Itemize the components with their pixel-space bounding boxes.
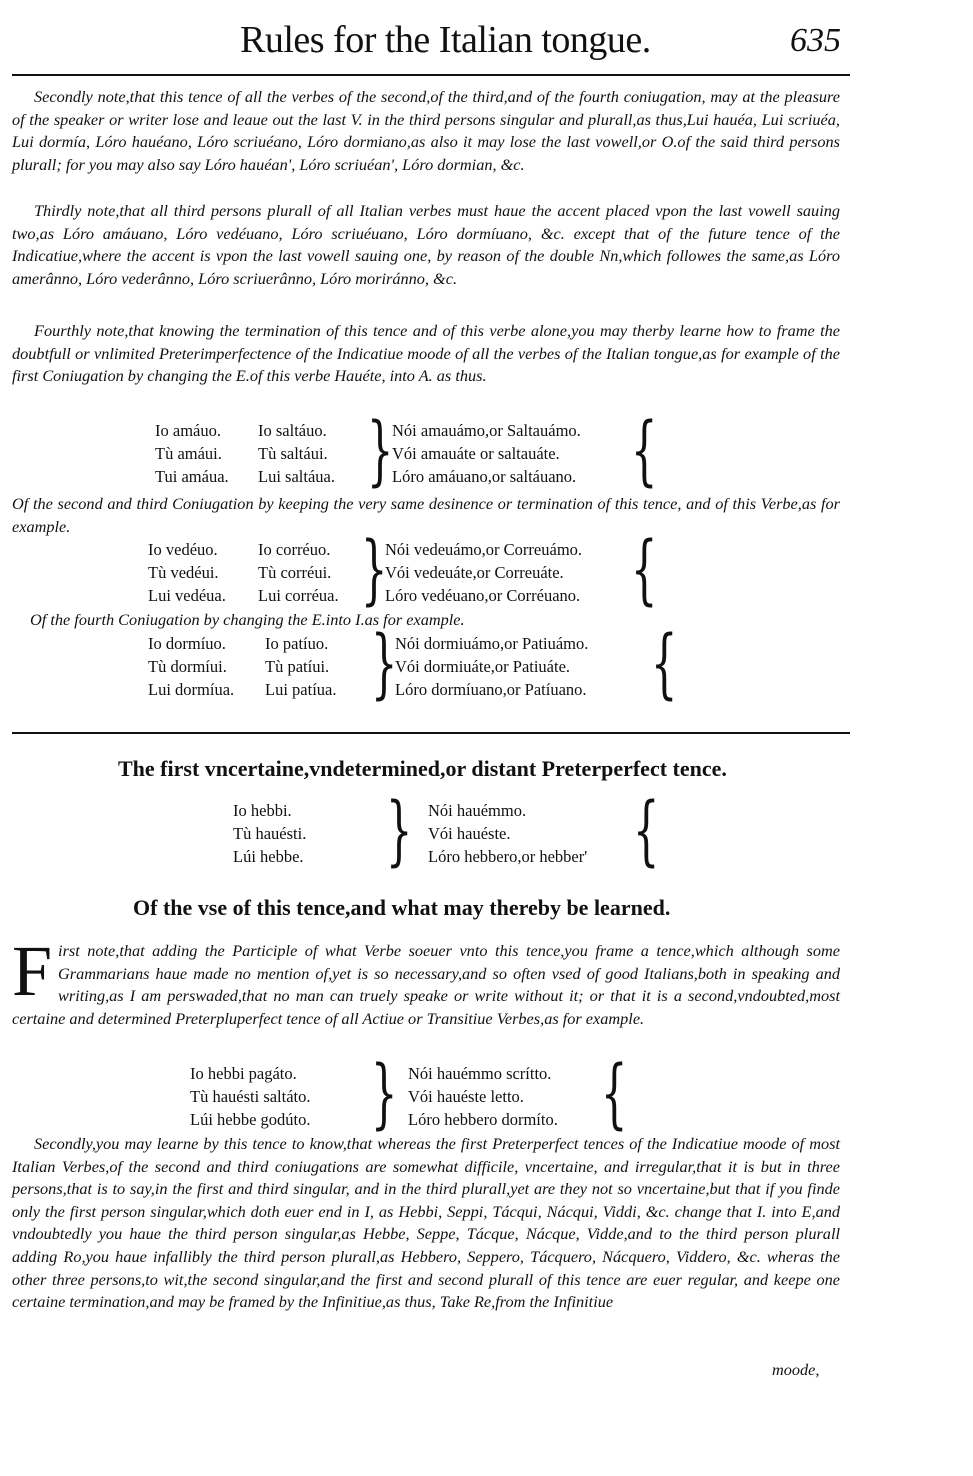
conj-cell: Tù corréui. (258, 563, 332, 582)
left-brace-glyph: } (370, 1048, 398, 1137)
right-brace-glyph: { (600, 1048, 628, 1137)
catchword: moode, (772, 1360, 820, 1379)
conj-cell: Vói hauéste. (428, 824, 511, 843)
page-number: 635 (790, 22, 841, 59)
conj-cell: Vói hauéste letto. (408, 1087, 524, 1106)
conj-cell: Lóro amáuano,or saltáuano. (392, 467, 577, 486)
conj-cell: Nói hauémmo. (428, 801, 527, 820)
heading-use-of-tence: Of the vse of this tence,and what may thereby be learned. (133, 895, 671, 920)
conj-cell: Lóro hebbero,or hebber' (428, 847, 588, 866)
right-brace-glyph: { (650, 618, 678, 707)
paragraph-thirdly-note: Thirdly note,that all third persons plurall of all Italian verbes must haue the accent placed vpon the last vowell sauing two,as Lóro amáuano, Lóro vedéuano, Lóro scriuéuano, Lóro dormíuano, &c. except that of the future tence of the Indicatiue,where the accent is vpon the last vowell sauing one, by reason of the double Nn,which followes the same,as Lóro amerânno, Lóro vederânno, Lóro scriuerânno, Lóro moriránno, &c. (12, 201, 840, 288)
drop-cap: F (12, 931, 53, 1011)
conj-cell: Nói hauémmo scrítto. (408, 1064, 552, 1083)
running-title: Rules for the Italian tongue. (240, 19, 651, 61)
conj-cell: Vói amauáte or saltauáte. (392, 444, 560, 463)
conj-cell: Nói dormiuámo,or Patiuámo. (395, 634, 589, 653)
right-brace-glyph: { (630, 524, 658, 613)
conj-cell: Tù amáui. (155, 444, 222, 463)
conj-cell: Lúi hebbe. (233, 847, 304, 866)
heading-preterperfect: The first vncertaine,vndetermined,or distant Preterperfect tence. (118, 756, 727, 781)
conj-cell: Vói dormiuáte,or Patiuáte. (395, 657, 571, 676)
conj-cell: Io hebbi pagáto. (190, 1064, 297, 1083)
conj-cell: Nói amauámo,or Saltauámo. (392, 421, 581, 440)
paragraph-secondly-learne: Secondly,you may learne by this tence to know,that whereas the first Preterperfect tences of the Indicatiue moode of most Italian Verbes,of the second and third coniugations are somewhat difficile, vncertaine, and irregular,that it is but in three persons,that is to say,in the first and third singular, and in the third plurall,yet are they not so vncertaine,but that if you finde only the first person singular,which doth euer end in I, as Hebbi, Seppi, Tácqui, Nácqui, Viddi, &c. change that I. into E,and vndoubtedly you haue the third person singular,as Hebbe, Seppe, Tácque, Nácque, Vidde,and to the third person plurall adding Ro,you haue infallibly the third person plurall,as Hebbero, Seppero, Tácquero, Nácquero, Viddero, &c. wheras the other three persons,to wit,the second singular,and the first and second plurall of this tence are euer regular, and keepe one certaine termination,and may be framed by the Infinitiue,as thus, Take Re,from the Infinitiue (12, 1134, 840, 1312)
left-brace-glyph: } (360, 524, 388, 613)
conj-cell: Tui amáua. (155, 467, 229, 486)
conj-cell: Io patíuo. (265, 634, 329, 653)
conj-cell: Lóro dormíuano,or Patíuano. (395, 680, 587, 699)
conj-cell: Lóro hebbero dormíto. (408, 1110, 558, 1129)
conj-cell: Lui corréua. (258, 586, 339, 605)
paragraph-first-note (12, 931, 840, 1030)
paragraph-fourthly-note: Fourthly note,that knowing the termination of this tence and of this verbe alone,you may therby learne how to frame the doubtfull or vnlimited Preterimperfectence of the Indicatiue moode of all the verbes of the Italian tongue,as for example of the first Coniugation by changing the E.of this verbe Hauéte, into A. as thus. (12, 321, 840, 386)
conj-cell: Io saltáuo. (258, 421, 327, 440)
left-brace-glyph: } (366, 405, 394, 494)
left-brace-glyph: } (385, 785, 413, 874)
left-brace-glyph: } (370, 618, 398, 707)
conj-cell: Io hebbi. (233, 801, 292, 820)
conj-cell: Io dormíuo. (148, 634, 226, 653)
right-brace-glyph: { (632, 785, 660, 874)
conj-cell: Lui dormíua. (148, 680, 235, 699)
right-brace-glyph: { (630, 405, 658, 494)
conj-cell: Tù dormíui. (148, 657, 227, 676)
paragraph-secondly-note: Secondly note,that this tence of all the verbes of the second,of the third,and of the fourth coniugation, may at the pleasure of the speaker or writer lose and leaue out the last V. in the third persons singular and plurall,as thus,Lui hauéa, Lui scriuéa, Lui dormía, Lóro hauéano, Lóro scriuéano, Lóro dormiano,as also it may lose the last vowell,or O.of the said third persons plurall; for you may also say Lóro hauéan', Lóro scriuéan', Lóro dormian, &c. (12, 87, 840, 174)
conj-cell: Lóro vedéuano,or Corréuano. (385, 586, 581, 605)
conj-cell: Tù hauésti. (233, 824, 307, 843)
conj-cell: Lui saltáua. (258, 467, 335, 486)
conj-cell: Tù hauésti saltáto. (190, 1087, 311, 1106)
paragraph-second-third-conjugation: Of the second and third Coniugation by keeping the very same desinence or termination of this tence, and of this Verbe,as for example. (12, 494, 840, 536)
conj-cell: Io corréuo. (258, 540, 331, 559)
conj-cell: Lúi hebbe godúto. (190, 1110, 311, 1129)
conj-cell: Lui vedéua. (148, 586, 226, 605)
header-rule (12, 74, 850, 76)
conj-cell: Nói vedeuámo,or Correuámo. (385, 540, 583, 559)
conj-cell: Io vedéuo. (148, 540, 218, 559)
section-rule (12, 732, 850, 734)
paragraph-first-note-text: irst note,that adding the Participle of what Verbe soeuer vnto this tence,you frame a tence,which although some Grammarians haue made no mention of,yet is so necessary,and so often vsed of good Italians,both in speaking and writing,as I am perswaded,that no man can truely speake or write without it; or that it is a second,vndoubted,most certaine and determined Preterpluperfect tence of all Actiue or Transitiue Verbes,as for example. (12, 941, 840, 1028)
conj-cell: Io amáuo. (155, 421, 221, 440)
conj-cell: Tù vedéui. (148, 563, 219, 582)
conj-cell: Tù saltáui. (258, 444, 328, 463)
conj-cell: Lui patíua. (265, 680, 337, 699)
paragraph-fourth-conjugation: Of the fourth Coniugation by changing the E.into I.as for example. (30, 610, 465, 629)
conj-cell: Tù patíui. (265, 657, 330, 676)
conj-cell: Vói vedeuáte,or Correuáte. (385, 563, 564, 582)
